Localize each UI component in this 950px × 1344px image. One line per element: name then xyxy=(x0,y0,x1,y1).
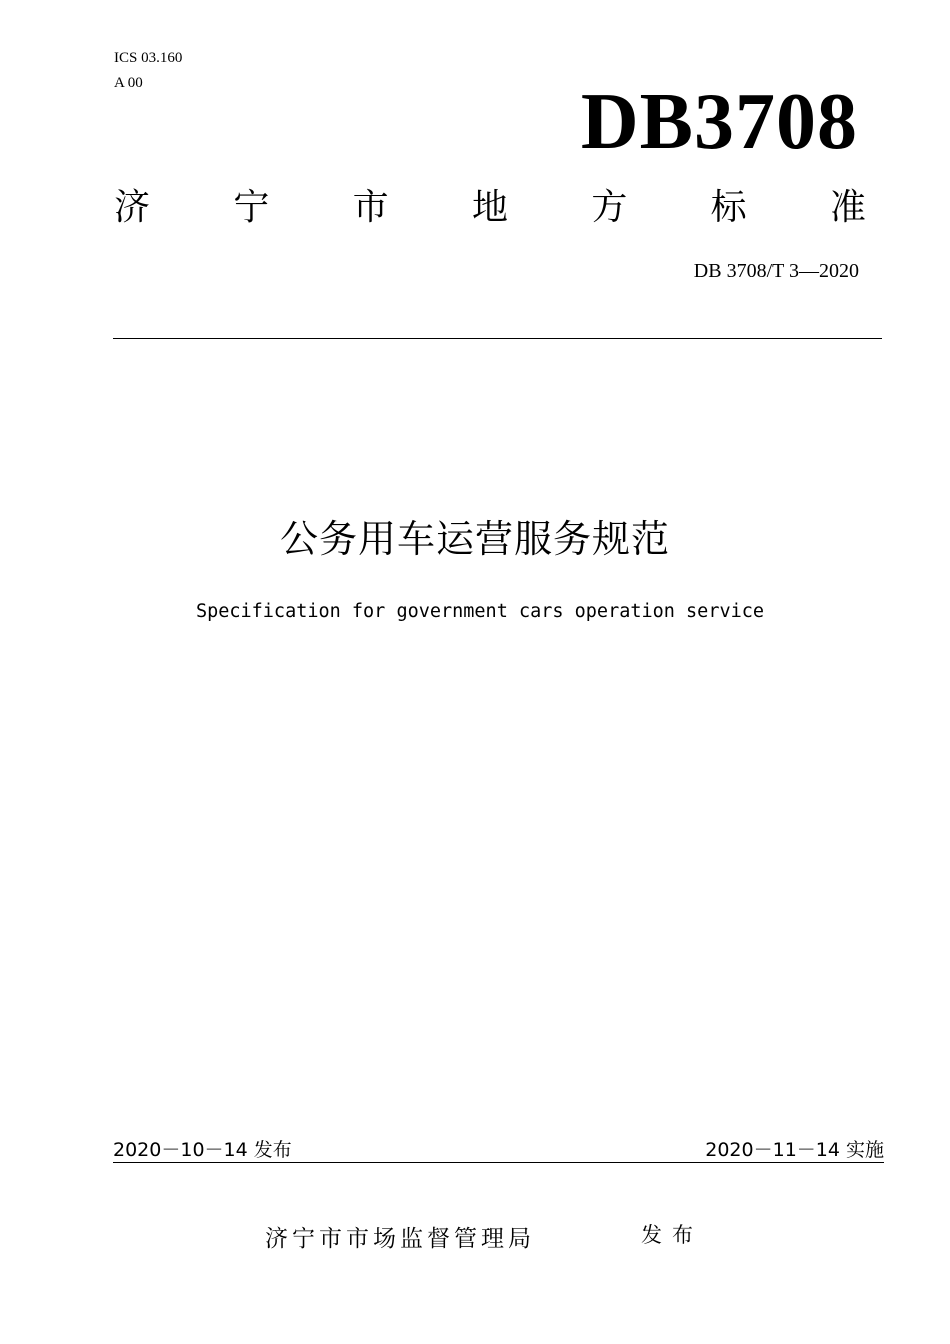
standard-type-char: 市 xyxy=(352,187,389,228)
standard-code: DB3708 xyxy=(580,78,858,166)
issue-date: 2020－10－14 发布 xyxy=(113,1139,292,1161)
ics-code: ICS 03.160 xyxy=(114,50,183,66)
document-title-chinese: 公务用车运营服务规范 xyxy=(279,517,670,561)
issuer-name: 济宁市市场监督管理局 xyxy=(265,1226,535,1252)
standard-type-char: 地 xyxy=(471,187,508,228)
standard-type-char: 标 xyxy=(710,187,747,228)
issuer-action: 发布 xyxy=(641,1223,703,1247)
implementation-date: 2020－11－14 实施 xyxy=(705,1139,884,1161)
document-title-english: Specification for government cars operation service xyxy=(195,601,765,622)
classification-code: A 00 xyxy=(114,75,143,91)
issuer-row xyxy=(265,1221,703,1257)
top-divider xyxy=(113,338,882,339)
dates-row xyxy=(113,1137,884,1163)
standard-type-char: 宁 xyxy=(233,187,270,228)
bottom-divider xyxy=(113,1162,884,1163)
standard-type-char: 济 xyxy=(114,187,151,228)
standard-number: DB 3708/T 3—2020 xyxy=(693,260,859,282)
standard-type-heading xyxy=(114,186,866,230)
standard-type-char: 方 xyxy=(591,187,628,228)
standard-type-char: 准 xyxy=(829,187,866,228)
